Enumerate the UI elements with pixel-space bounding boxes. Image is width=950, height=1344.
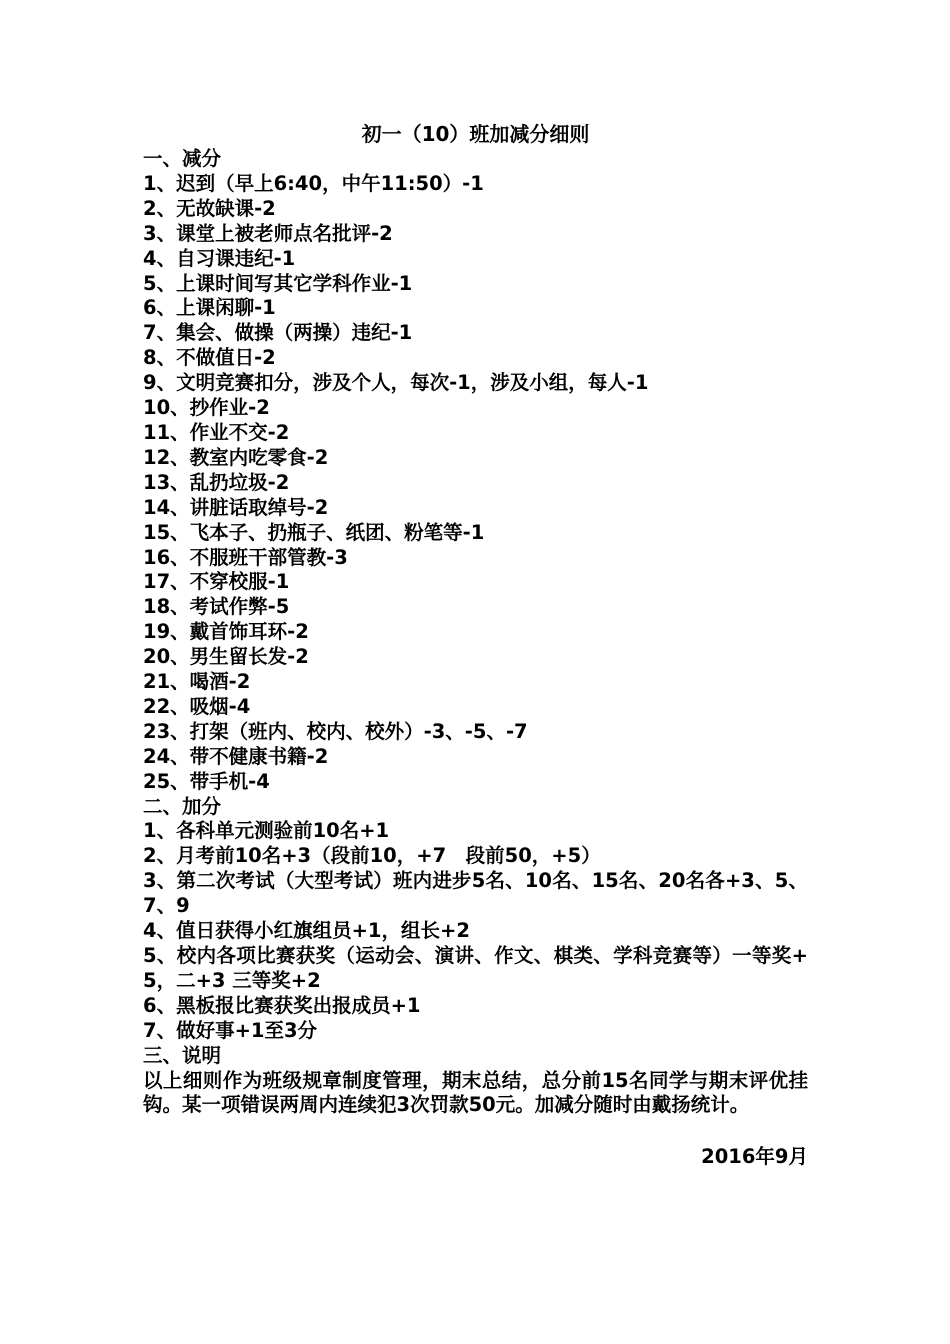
deduction-item: 8、不做值日-2 [143,346,276,370]
deduction-item: 21、喝酒-2 [143,670,251,694]
explanation-paragraph: 以上细则作为班级规章制度管理，期末总结，总分前15名同学与期末评优挂钩。某一项错误两周内连续犯3次罚款50元。加减分随时由戴扬统计。 [143,1068,808,1117]
deduction-item: 16、不服班干部管教-3 [143,545,348,569]
deduction-item: 11、作业不交-2 [143,420,290,444]
document-page [143,122,808,1169]
deduction-item: 25、带手机-4 [143,769,270,793]
deduction-item: 17、不穿校服-1 [143,570,290,594]
deduction-item: 15、飞本子、扔瓶子、纸团、粉笔等-1 [143,520,485,544]
deduction-item: 24、带不健康书籍-2 [143,744,329,768]
deduction-item: 18、考试作弊-5 [143,595,290,619]
deduction-item: 19、戴首饰耳环-2 [143,620,309,644]
deductions-list [143,172,808,795]
addition-item: 3、第二次考试（大型考试）班内进步5名、10名、15名、20名各+3、5、7、9 [143,869,808,918]
section-heading-explanation: 三、说明 [143,1043,222,1067]
deduction-item: 12、教室内吃零食-2 [143,445,329,469]
addition-item: 4、值日获得小红旗组员+1，组长+2 [143,919,470,943]
deduction-item: 1、迟到（早上6:40，中午11:50）-1 [143,171,484,195]
deduction-item: 23、打架（班内、校内、校外）-3、-5、-7 [143,719,528,743]
deduction-item: 4、自习课违纪-1 [143,246,296,270]
deduction-item: 7、集会、做操（两操）违纪-1 [143,321,413,345]
addition-item: 2、月考前10名+3（段前10，+7 段前50，+5） [143,844,601,868]
addition-item: 1、各科单元测验前10名+1 [143,819,390,843]
deduction-item: 22、吸烟-4 [143,694,251,718]
deduction-item: 6、上课闲聊-1 [143,296,276,320]
deduction-item: 13、乱扔垃圾-2 [143,470,290,494]
addition-item: 7、做好事+1至3分 [143,1018,318,1042]
deduction-item: 10、抄作业-2 [143,396,270,420]
addition-item: 6、黑板报比赛获奖出报成员+1 [143,993,421,1017]
spacer [143,1118,808,1144]
section-heading-deductions: 一、减分 [143,147,222,170]
deduction-item: 5、上课时间写其它学科作业-1 [143,271,413,295]
deduction-item: 2、无故缺课-2 [143,196,276,220]
deduction-item: 14、讲脏话取绰号-2 [143,495,329,519]
deduction-item: 3、课堂上被老师点名批评-2 [143,221,393,245]
deduction-item: 20、男生留长发-2 [143,645,309,669]
addition-item: 5、校内各项比赛获奖（运动会、演讲、作文、棋类、学科竞赛等）一等奖+5，二+3 三等奖+2 [143,944,808,992]
document-title: 初一（10）班加减分细则 [361,122,590,146]
section-heading-additions: 二、加分 [143,794,222,818]
document-date: 2016年9月 [701,1145,808,1169]
deduction-item: 9、文明竞赛扣分，涉及个人，每次-1，涉及小组，每人-1 [143,371,649,395]
additions-list [143,819,808,1043]
